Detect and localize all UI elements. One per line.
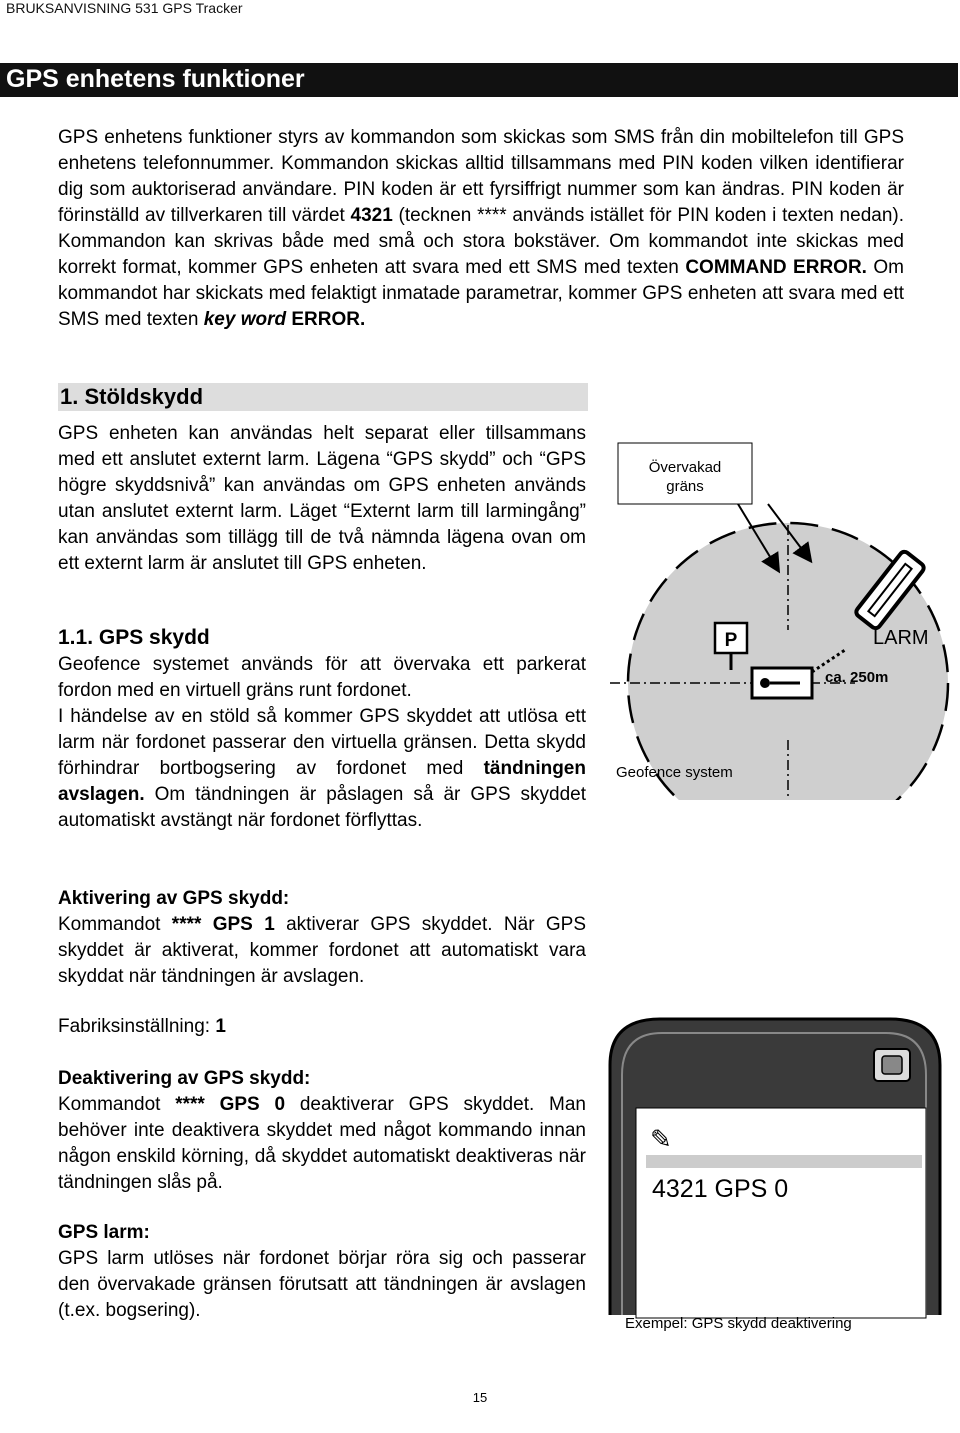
alarm-label: LARM <box>873 627 929 649</box>
vehicle-dot-icon <box>760 678 770 688</box>
section-title: 1. Stöldskydd <box>60 384 204 409</box>
key-word: key word <box>203 309 287 330</box>
gps-alarm-title: GPS larm: <box>58 1222 150 1243</box>
ignition-off: tändningen avslagen. <box>58 758 586 805</box>
geofence-system-label: Geofence system <box>616 764 733 781</box>
phone-figure <box>600 1015 960 1345</box>
deactivation-title: Deaktivering av GPS skydd: <box>58 1068 311 1089</box>
phone-caption: Exempel: GPS skydd deaktivering <box>625 1315 852 1332</box>
deactivation-text-2: deaktiverar GPS skyddet. Man behöver inte deaktivera skyddet med något kommando innan någon enskild körning, då skyddet automatiskt deaktiveras när tändningen slås på. <box>58 1094 586 1193</box>
subsection-title: 1.1. GPS skydd <box>58 626 210 649</box>
section-heading-bar <box>58 383 588 411</box>
phone-illustration <box>600 1015 960 1345</box>
error-word: ERROR. <box>286 309 366 330</box>
factory-label: Fabriksinställning: <box>58 1016 216 1037</box>
factory-setting <box>58 1014 586 1040</box>
boundary-label-line1: Övervakad <box>648 459 722 476</box>
pen-icon: ✎ <box>650 1125 672 1155</box>
geofence-diagram <box>600 440 960 800</box>
deactivation-text <box>58 1092 586 1196</box>
phone-screen <box>636 1108 926 1318</box>
intro-paragraph <box>58 125 904 333</box>
distance-label: ca. 250m <box>825 669 889 686</box>
screen-divider-bar <box>646 1155 922 1168</box>
factory-value: 1 <box>215 1016 226 1037</box>
subsection-paragraph-2 <box>58 704 586 834</box>
page-number: 15 <box>472 1390 488 1405</box>
pin-code: 4321 <box>350 205 393 226</box>
deactivation-command: **** GPS 0 <box>175 1094 286 1115</box>
activation-command: **** GPS 1 <box>171 914 275 935</box>
p2-text-a: I händelse av en stöld så kommer GPS skyddet att utlösa ett larm när fordonet passerar den virtuella gränsen. Detta skydd förhindrar bortbogsering av fordonet med <box>58 706 586 779</box>
intro-text-2: (tecknen **** används istället för PIN koden i texten nedan). Kommandon kan skrivas både med små och stora bokstäver. Om kommandot inte skickas med korrekt format, kommer GPS enheten att svara med ett SMS med texten <box>58 205 904 278</box>
phone-button-inner <box>882 1056 902 1074</box>
boundary-label-line2: gräns <box>666 478 704 495</box>
activation-text-1: Kommandot <box>58 914 172 935</box>
deactivation-text-1: Kommandot <box>58 1094 176 1115</box>
document-header: BRUKSANVISNING 531 GPS Tracker <box>6 0 243 16</box>
parking-sign-letter: P <box>724 630 738 651</box>
subsection-paragraph-1: Geofence systemet används för att övervaka ett parkerat fordon med en virtuell gräns runt fordonet. <box>58 654 586 701</box>
sms-command-text: 4321 GPS 0 <box>652 1175 789 1203</box>
p2-text-c: Om tändningen är påslagen så är GPS skyddet automatiskt avstängt när fordonet förflyttas. <box>58 784 586 831</box>
gps-alarm-text: GPS larm utlöses när fordonet börjar röra sig och passerar den övervakade gränsen förutsatt att tändningen är avslagen (t.ex. bogsering). <box>58 1248 586 1321</box>
geofence-figure <box>600 440 960 800</box>
intro-text-1: GPS enhetens funktioner styrs av kommandon som skickas som SMS från din mobiltelefon till GPS enhetens telefonnummer. Kommandon skickas alltid tillsammans med PIN koden vilken identifierar dig som auktoriserad användare. PIN koden är ett fyrsiffrigt nummer som kan ändras. PIN koden är förinställd av tillverkaren till värdet <box>58 127 904 226</box>
activation-text <box>58 912 586 990</box>
command-error: COMMAND ERROR. <box>685 257 867 278</box>
page-title: GPS enhetens funktioner <box>6 65 305 93</box>
page-title-bar <box>0 63 958 97</box>
intro-text-3: Om kommandot har skickats med felaktigt inmatade parametrar, kommer GPS enheten att svara med ett SMS med texten <box>58 257 904 330</box>
section1-text: GPS enheten kan användas helt separat eller tillsammans med ett anslutet externt larm. Lägena “GPS skydd” och “GPS högre skyddsnivå” kan användas om GPS enheten används utan anslutet externt larm. Läget “Externt larm till larmingång” kan användas som tillägg till de två nämnda lägena ovan om ett externt larm är anslutet till GPS enheten. <box>58 423 586 574</box>
activation-title: Aktivering av GPS skydd: <box>58 888 290 909</box>
activation-text-2: aktiverar GPS skyddet. När GPS skyddet är aktiverat, kommer fordonet att automatiskt vara skyddat när tändningen är avslagen. <box>58 914 586 987</box>
